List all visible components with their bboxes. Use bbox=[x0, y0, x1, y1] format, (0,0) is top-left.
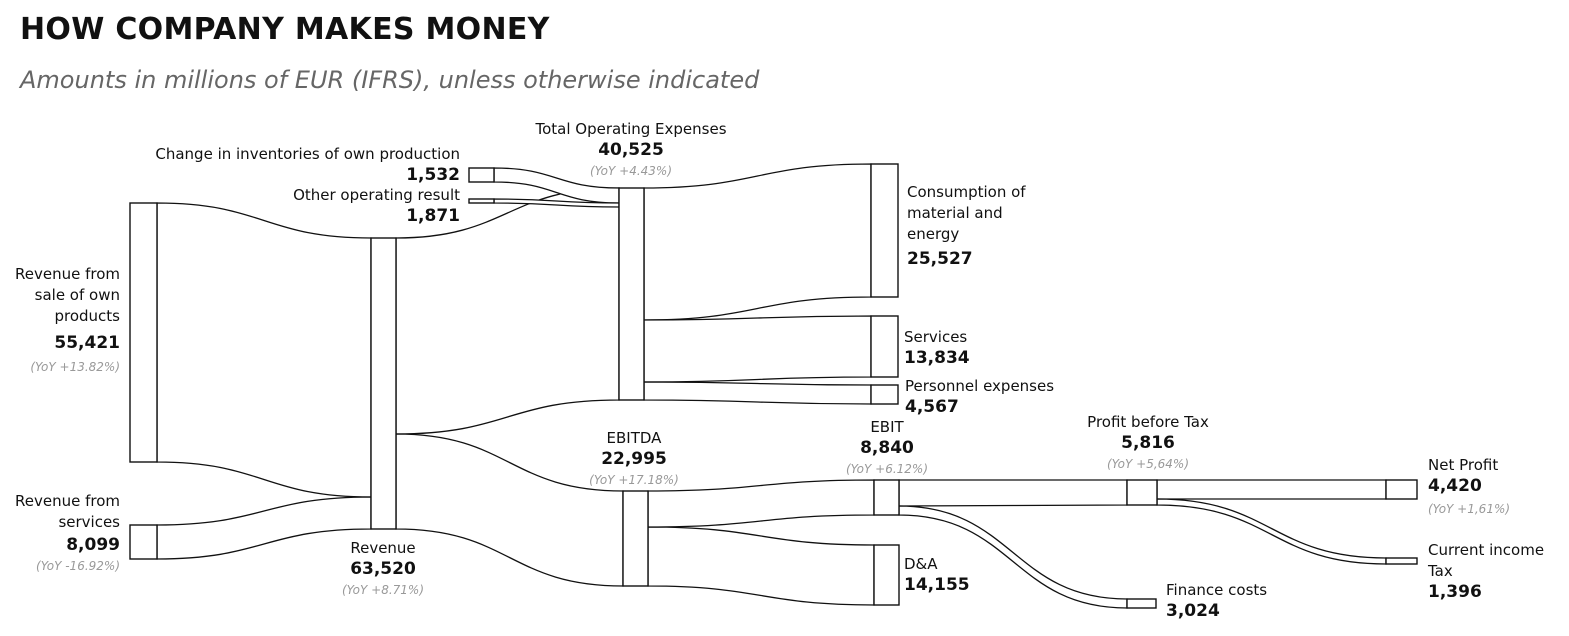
node-revenue bbox=[371, 238, 396, 529]
link-ebitda-da bbox=[648, 527, 874, 605]
label-value: 25,527 bbox=[907, 249, 973, 269]
label-name-line: Change in inventories of own production bbox=[155, 145, 460, 163]
label-value: 5,816 bbox=[1121, 433, 1175, 453]
node-rev-products bbox=[130, 203, 157, 462]
label-name-line: products bbox=[54, 307, 120, 325]
label-value: 1,532 bbox=[406, 165, 460, 185]
label-value: 1,396 bbox=[1428, 582, 1482, 602]
node-inventories bbox=[469, 168, 494, 182]
label-value: 1,871 bbox=[406, 206, 460, 226]
label-name-line: energy bbox=[907, 225, 960, 243]
link-ebitda-ebit bbox=[648, 480, 874, 527]
label-name-line: Net Profit bbox=[1428, 456, 1499, 474]
link-rev_products bbox=[157, 203, 371, 497]
page-title: HOW COMPANY MAKES MONEY bbox=[20, 12, 550, 47]
label-value: 40,525 bbox=[598, 140, 664, 160]
label-yoy: (YoY +1,61%) bbox=[1428, 502, 1511, 516]
label-yoy: (YoY -16.92%) bbox=[36, 559, 120, 573]
label-revenue bbox=[342, 538, 424, 601]
label-name-line: Revenue from bbox=[15, 265, 120, 283]
label-name-line: sale of own bbox=[34, 286, 120, 304]
page-subtitle: Amounts in millions of EUR (IFRS), unless otherwise indicated bbox=[20, 66, 760, 94]
node-pbt bbox=[1127, 480, 1157, 505]
label-name-line: EBITDA bbox=[606, 429, 662, 447]
label-name-line: Personnel expenses bbox=[905, 377, 1055, 395]
node-material bbox=[871, 164, 898, 297]
label-yoy: (YoY +8.71%) bbox=[341, 583, 425, 597]
label-ebitda bbox=[589, 428, 679, 491]
label-tax bbox=[1428, 540, 1544, 603]
label-ebit bbox=[846, 417, 928, 480]
label-value: 4,420 bbox=[1428, 476, 1482, 496]
link-ebit-pbt bbox=[899, 480, 1127, 506]
node-finance bbox=[1127, 599, 1156, 608]
label-material bbox=[907, 182, 1026, 270]
label-name-line: Profit before Tax bbox=[1087, 413, 1209, 431]
label-value: 63,520 bbox=[350, 559, 416, 579]
label-rev-products bbox=[15, 264, 120, 378]
node-personnel bbox=[871, 385, 898, 404]
label-pbt bbox=[1087, 412, 1209, 475]
link-opex-personnel bbox=[644, 382, 871, 404]
node-tax bbox=[1386, 558, 1417, 564]
label-value: 13,834 bbox=[904, 348, 970, 368]
label-value: 4,567 bbox=[905, 397, 959, 417]
node-opex bbox=[619, 188, 644, 400]
label-name-line: Tax bbox=[1428, 562, 1453, 580]
node-other-op bbox=[469, 199, 494, 203]
label-yoy: (YoY +5,64%) bbox=[1106, 457, 1190, 471]
label-yoy: (YoY +17.18%) bbox=[589, 473, 679, 487]
label-value: 14,155 bbox=[904, 575, 970, 595]
label-value: 3,024 bbox=[1166, 601, 1220, 621]
label-services bbox=[904, 327, 970, 369]
label-finance bbox=[1166, 580, 1267, 622]
link-opex-material bbox=[644, 164, 871, 320]
link-pbt-tax bbox=[1157, 499, 1386, 564]
label-value: 8,840 bbox=[860, 438, 914, 458]
label-value: 8,099 bbox=[66, 535, 120, 555]
link-rev_services bbox=[157, 497, 371, 559]
label-name-line: Total Operating Expenses bbox=[535, 120, 727, 138]
label-inventories bbox=[155, 144, 460, 186]
label-value: 22,995 bbox=[601, 449, 667, 469]
node-services bbox=[871, 316, 898, 377]
node-ebitda bbox=[623, 491, 648, 586]
node-da bbox=[874, 545, 899, 605]
label-personnel bbox=[905, 376, 1054, 418]
label-name-line: EBIT bbox=[870, 418, 904, 436]
label-name-line: material and bbox=[907, 204, 1003, 222]
node-net bbox=[1386, 480, 1417, 499]
label-name-line: Current income bbox=[1428, 541, 1545, 559]
label-net-profit bbox=[1428, 455, 1510, 520]
label-name-line: D&A bbox=[904, 555, 938, 573]
label-name-line: Revenue bbox=[350, 539, 416, 557]
label-name-line: services bbox=[58, 513, 120, 531]
label-other-op bbox=[293, 185, 460, 227]
label-name-line: Revenue from bbox=[15, 492, 120, 510]
label-yoy: (YoY +13.82%) bbox=[30, 360, 120, 374]
label-name-line: Services bbox=[904, 328, 968, 346]
label-da bbox=[904, 554, 970, 596]
label-name-line: Consumption of bbox=[907, 183, 1026, 201]
node-ebit bbox=[874, 480, 899, 515]
link-pbt-net bbox=[1157, 480, 1386, 499]
node-rev-services bbox=[130, 525, 157, 559]
link-opex-services bbox=[644, 316, 871, 382]
label-name-line: Other operating result bbox=[293, 186, 460, 204]
label-yoy: (YoY +6.12%) bbox=[845, 462, 929, 476]
label-rev-services bbox=[15, 491, 120, 577]
label-yoy: (YoY +4.43%) bbox=[589, 164, 673, 178]
label-name-line: Finance costs bbox=[1166, 581, 1268, 599]
label-value: 55,421 bbox=[54, 333, 120, 353]
label-opex bbox=[535, 119, 726, 182]
